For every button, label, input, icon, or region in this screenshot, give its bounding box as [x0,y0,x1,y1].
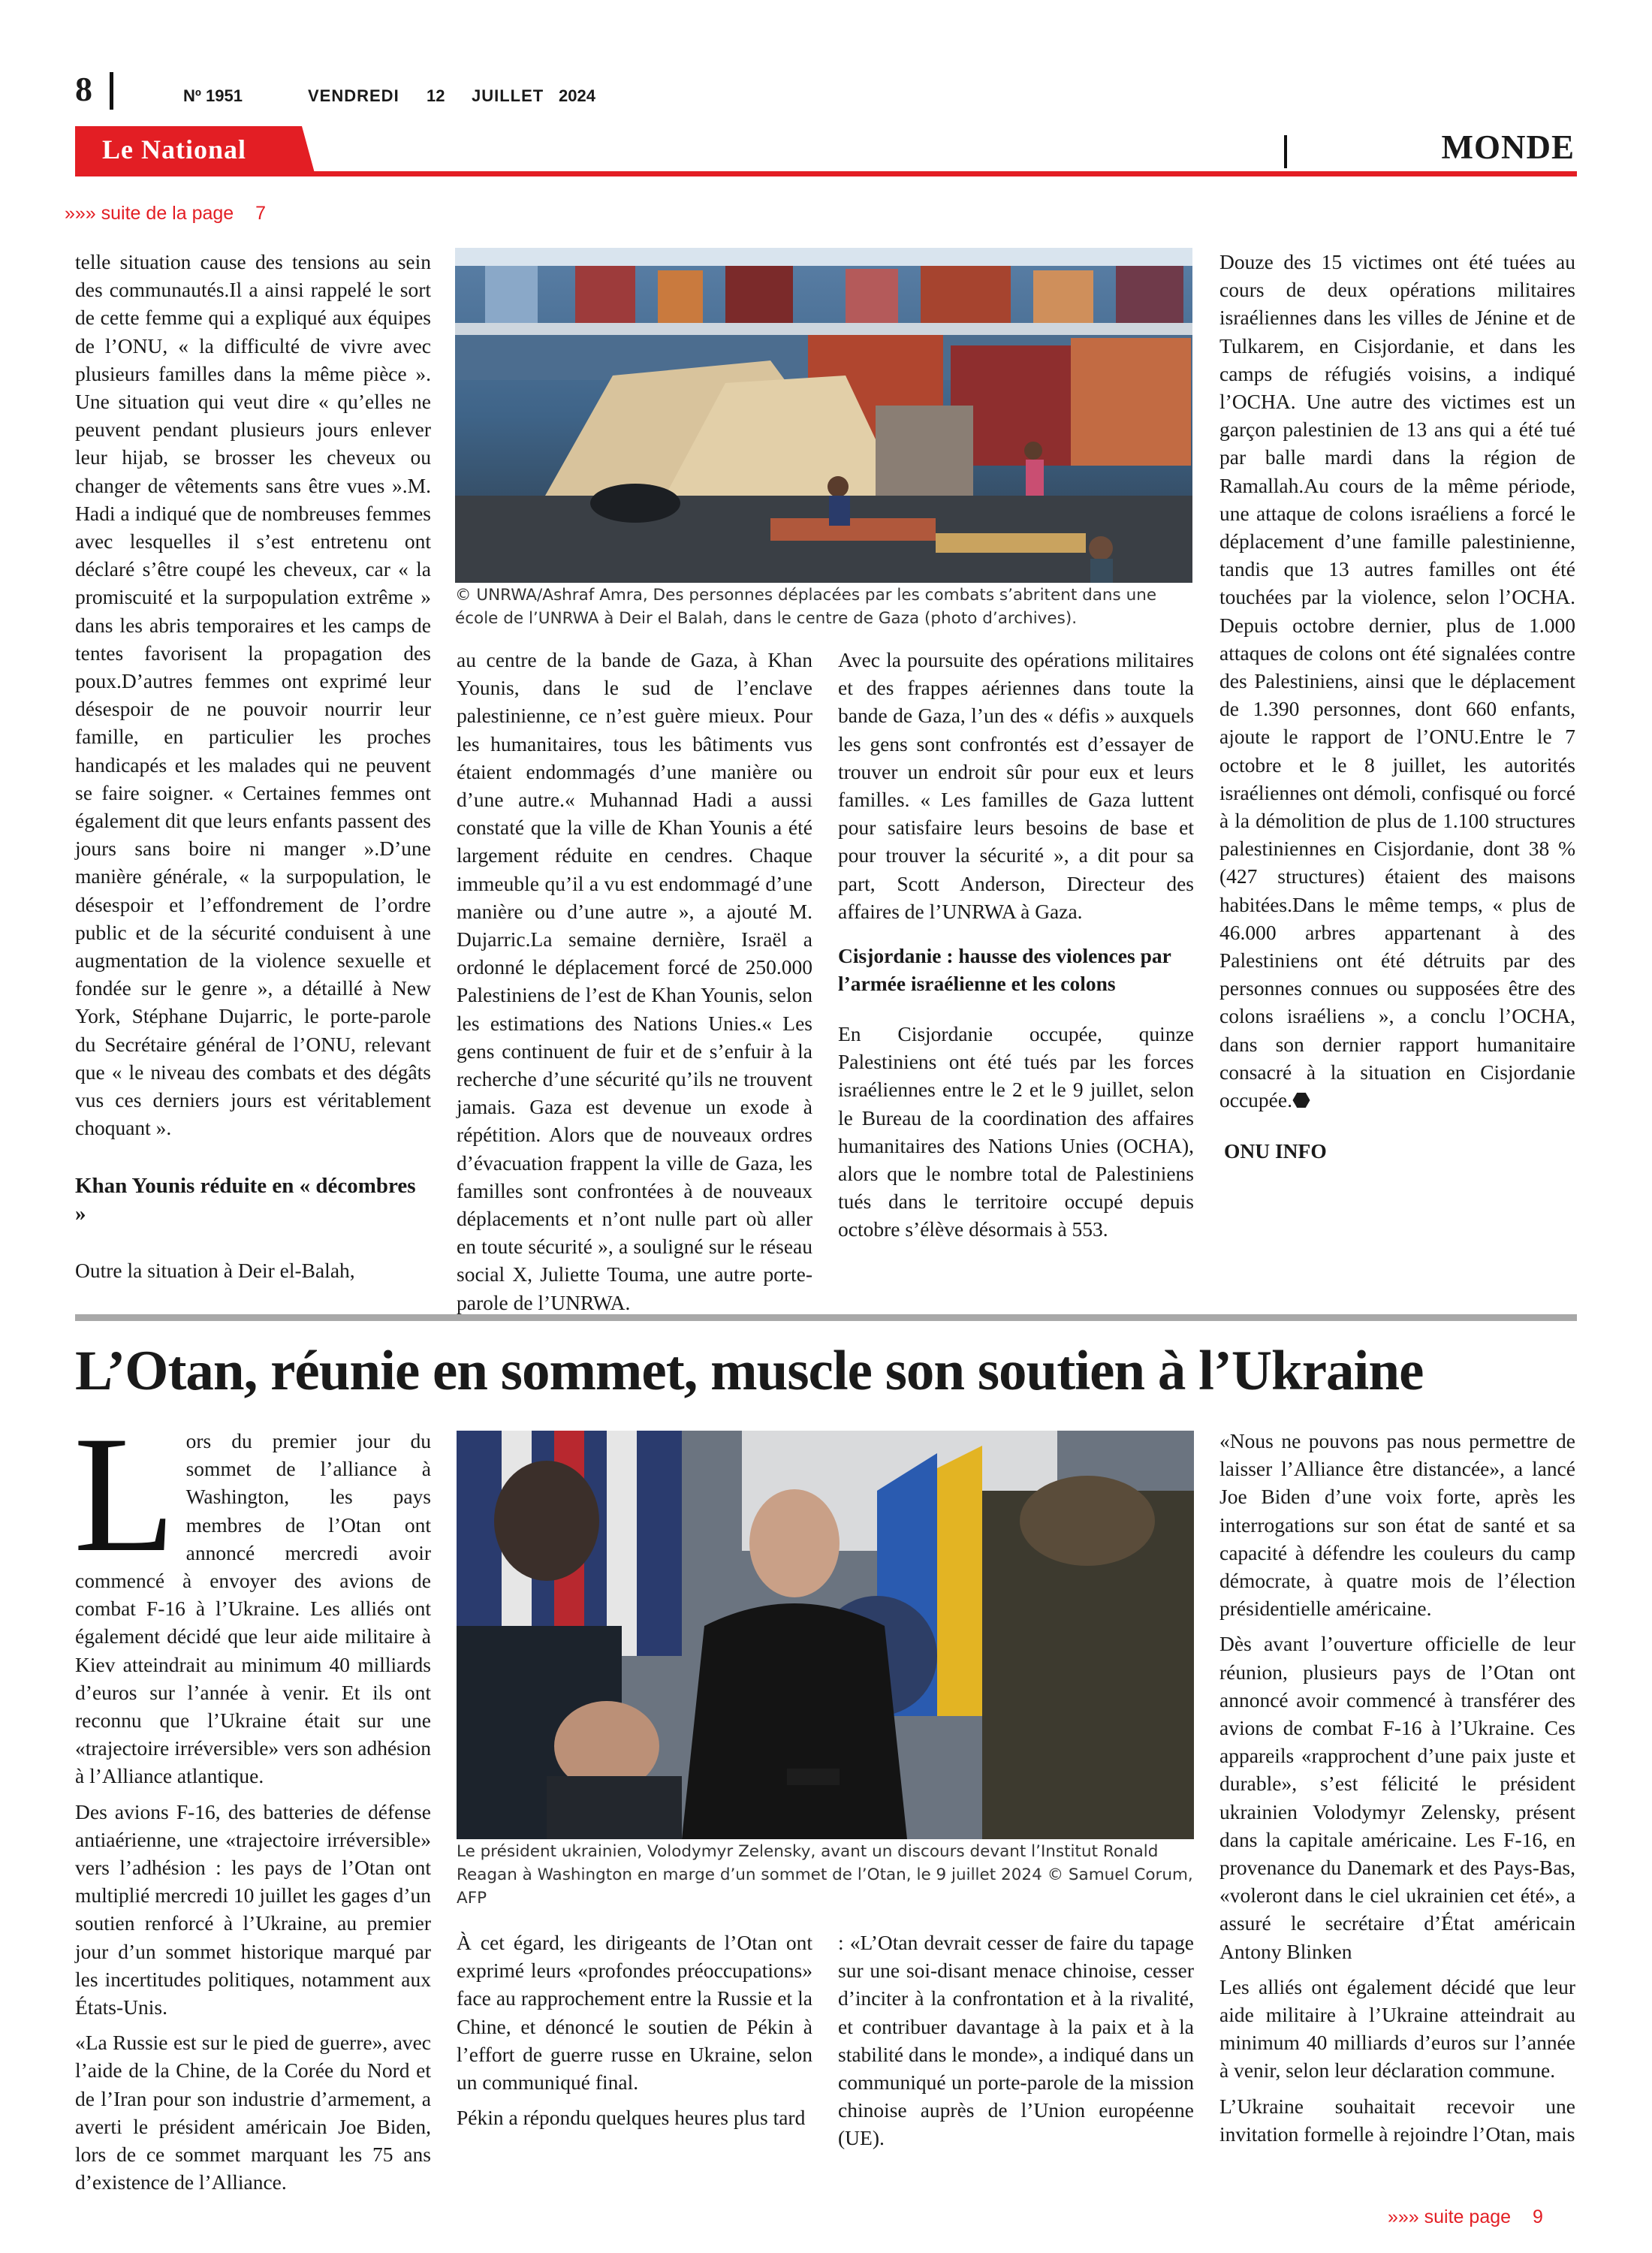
article2-col2-p2: Pékin a répondu quelques heures plus tard [457,2106,806,2130]
article1-signature: ONU INFO [1224,1139,1327,1163]
article1-col3-paragraph: Avec la poursuite des opérations militaires et des frappes aériennes dans toute la bande de Gaza, l’un des « défis » auxquels les gens sont confrontés est d’essayer de trouver un endroit sûr pour eux et leurs familles. « Les familles de Gaza luttent pour satisfaire leurs besoins de base et pour trouver la sécurité », a dit pour sa part, Scott Anderson, Directeur des affaires de l’UNRWA à Gaza. [838,648,1194,923]
article1-col3b-paragraph: En Cisjordanie occupée, quinze Palestiniens ont été tués par les forces israéliennes entre le 2 et le 9 juillet, selon le Bureau de la coordination des affaires humanitaires des Nations Unies (OCHA), alors que le nombre total de Palestiniens tués dans le territoire occupé depuis octobre s’élève désormais à 553. [838,1022,1194,1241]
article2-col4-p2: Dès avant l’ouverture officielle de leur réunion, plusieurs pays de l’Otan ont annoncé avoir commencé à transférer des avions de combat F-16 à l’Ukraine. Ces appareils «rapprochent d’une paix juste et durable», s’est félicité le président ukrainien Volodymyr Zelensky, présent dans la capitale américaine. Les F-16, en provenance du Danemark et des Pays-Bas, «voleront dans le ciel ukrainien cet été», a assuré le secrétaire d’État américain Antony Blinken [1219,1632,1575,1963]
photo-unrwa-school-image [455,248,1192,583]
date-month: JUILLET [472,86,544,105]
section-divider [1284,135,1287,168]
article2-col1-p1 [74,1402,431,1790]
date-year: 2024 [559,86,595,105]
article1-subhead-cisjordanie: Cisjordanie : hausse des violences par l’armée israélienne et les colons [838,944,1171,996]
article2-col1-p2: Des avions F-16, des batteries de défense antiaérienne, une «trajectoire irréversible» vers l’adhésion : les pays de l’Otan ont multiplié mercredi 10 juillet les gages d’un soutien renforcé à l’Ukraine, au premier jour d’un sommet historique marqué par les incertitudes politiques, notamment aux États-Unis. [75,1799,431,2019]
brand-name: Le National [102,134,247,164]
continued-to [1388,2206,1543,2228]
article2-col4-p1: «Nous ne pouvons pas nous permettre de laisser l’Alliance être distancée», a lancé Joe Biden d’une voix forte, après les interrogations sur son état de santé et sa capacité à défendre les couleurs du camp démocrate, à quatre mois de l’élection présidentielle américaine. [1219,1429,1575,1621]
article1-col1-paragraph: telle situation cause des tensions au sein des communautés.Il a ainsi rappelé le sort de cette femme qui a expliqué aux équipes de l’ONU, « la difficulté de vivre avec plusieurs familles dans la même pièce ». Une situation qui veut dire « qu’elles ne peuvent pendant plusieurs jours enlever leur hijab, se brosser les cheveux ou changer de vêtements sans être vues ».M. Hadi a indiqué que de nombreuses femmes avec lesquelles il s’est entretenu ont déclaré s’être coupé les cheveux, car « la promiscuité et la surpopulation extrême » dans les abris temporaires et les camps de tentes favorisent la propagation des poux.D’autres femmes ont exprimé leur désespoir de ne pouvoir nourrir leur famille, en particulier les proches handicapés et les malades qui ne peuvent se faire soigner. « Certaines femmes ont également dit que leurs enfants passent des jours sans boire ni manger ».D’une manière générale, « la surpopulation, le désespoir et l’effondrement de l’ordre public et de la sécurité conduisent à une augmentation de la violence sexuelle et fondée sur le genre », a détaillé à New York, Stéphane Dujarric, le porte-parole du Secrétaire général de l’ONU, relevant que « le niveau des combats et des dégâts vus ces derniers jours est véritablement choquant ». [75,250,431,1140]
date-weekday: VENDREDI [308,86,399,105]
article1-col4-paragraph [1219,248,1575,1114]
end-mark-icon: ⬣ [1292,1088,1310,1113]
article1-column-2 [457,646,812,1317]
article-divider [75,1314,1577,1321]
article2-col2-p1: À cet égard, les dirigeants de l’Otan ont exprimé leurs «profondes préoccupations» face au rapprochement entre la Russie et la Chine, et dénoncé le soutien de Pékin à l’effort de guerre russe en Ukraine, selon un communiqué final. [457,1931,812,2095]
article2-column-2 [457,1929,812,2131]
article1-col1-end: Outre la situation à Deir el-Balah, [75,1258,355,1282]
date-day: 12 [427,86,445,105]
photo-zelensky-image [457,1431,1194,1839]
page-number: 8 [75,70,92,108]
article1-column-1 [75,248,431,1284]
article1-column-3 [838,646,1194,1244]
article2-col1-p3: «La Russie est sur le pied de guerre», avec l’aide de la Chine, de la Corée du Nord et de l’Iran pour son industrie d’armement, a averti le président américain Joe Biden, lors de ce sommet marquant les 75 ans d’existence de l’Alliance. [75,2031,431,2194]
article1-column-4 [1219,248,1575,1166]
article2-column-4 [1219,1427,1575,2148]
photo-unrwa-caption: © UNRWA/Ashraf Amra, Des personnes déplacées par les combats s’abritent dans une école de l’UNRWA à Deir el Balah, dans le centre de Gaza (photo d’archives). [455,586,1157,628]
photo-unrwa-school [455,248,1192,583]
dropcap-letter: L [74,1402,176,1587]
photo-zelensky-caption: Le président ukrainien, Volodymyr Zelensky, avant un discours devant l’Institut Ronald Reagan à Washington en marge d’un sommet de l’Otan, le 9 juillet 2024 © Samuel Corum, AFP [457,1842,1193,1908]
article2-col1-p1-text: ors du premier jour du sommet de l’alliance à Washington, les pays membres de l’Otan ont annoncé mercredi avoir commencé à envoyer des avions de combat F-16 à l’Ukraine. Les alliés ont également décidé que leur aide militaire à Kiev atteindrait au minimum 40 milliards d’euros sur l’année à venir. Et ils ont reconnu que l’Ukraine était sur une «trajectoire irréversible» vers son adhésion à l’Alliance atlantique. [75,1429,431,1788]
section-title: MONDE [1441,128,1575,166]
article2-column-1 [74,1402,431,2196]
article1-subhead-khan-younis: Khan Younis réduite en « décombres » [75,1173,416,1226]
article2-column-3 [838,1929,1194,2152]
continued-to-label: »»» suite page [1388,2206,1512,2227]
continued-from [65,203,266,225]
continued-to-page: 9 [1532,2206,1543,2227]
article1-col4-text: Douze des 15 victimes ont été tuées au cours de deux opérations militaires israéliennes dans les villes de Jénine et de Tulkarem, en Cisjordanie, et dans les camps de réfugiés voisins, a indiqué l’OCHA. Une autre des victimes est un garçon palestinien de 13 ans qui a été tué par balle mardi dans la région de Ramallah.Au cours de la même période, une attaque de colons israéliens a forcé le déplacement d’une famille palestinienne, tandis que 13 autres familles ont été touchées par la violence, selon l’OCHA. Depuis octobre dernier, plus de 1.000 attaques de colons ont été signalées contre des Palestiniens, ainsi que le déplacement de 1.390 personnes, dont 660 enfants, ajoute le rapport de l’ONU.Entre le 7 octobre et le 8 juillet, les autorités israéliennes ont démoli, confisqué ou forcé à la démolition de plus de 1.100 structures palestiniennes en Cisjordanie, dont 38 % (427 structures) étaient des maisons habitées.Dans le même temps, « plus de 46.000 arbres appartenant à des Palestiniens ont été détruits par des personnes connues ou supposées être des colons israéliens », a conclu l’OCHA, dans son dernier rapport humanitaire consacré à la situation en Cisjordanie occupée. [1219,250,1575,1112]
photo-zelensky [457,1431,1194,1839]
issue-number: Nº 1951 [183,86,243,105]
article2-col4-p3: Les alliés ont également décidé que leur aide militaire à l’Ukraine atteindrait au minimum 40 milliards d’euros sur l’année à venir, selon leur déclaration commune. [1219,1974,1575,2083]
header-red-rule [75,171,1577,176]
article2-col4-p4: L’Ukraine souhaitait recevoir une invitation formelle à rejoindre l’Otan, mais [1219,2094,1575,2146]
page-number-rule [110,72,113,110]
continued-from-label: »»» suite de la page [65,203,234,224]
article2-headline: L’Otan, réunie en sommet, muscle son soutien à l’Ukraine [75,1340,1424,1402]
article2-col3-p1: : «L’Otan devrait cesser de faire du tapage sur une soi-disant menace chinoise, cesser d’inciter à la confrontation et à la rivalité, et contribuer davantage à la paix et à la stabilité dans le monde», a indiqué dans un communiqué un porte-parole de la mission chinoise auprès de l’Union européenne (UE). [838,1931,1194,2150]
continued-from-page: 7 [255,203,267,224]
article1-col2-paragraph: au centre de la bande de Gaza, à Khan Younis, dans le sud de l’enclave palestinienne, ce n’est guère mieux. Pour les humanitaires, tous les bâtiments vus étaient endommagés d’une manière ou d’une autre.« Muhannad Hadi a aussi constaté que la ville de Khan Younis a été largement réduite en cendres. Chaque immeuble qu’il a vu est endommagé d’une manière ou d’une autre », a ajouté M. Dujarric.La semaine dernière, Israël a ordonné le déplacement forcé de 250.000 Palestiniens de l’est de Khan Younis, selon les estimations des Nations Unies.« Les gens continuent de fuir et de s’enfuir à la recherche d’une sécurité qu’ils ne trouvent jamais. Gaza est devenue un exode à répétition. Alors que de nouveaux ordres d’évacuation frappent la ville de Gaza, les familles sont confrontées à de nouveaux déplacements et n’ont nulle part où aller en toute sécurité », a souligné sur le réseau social X, Juliette Touma, une autre porte-parole de l’UNRWA. [457,648,812,1314]
